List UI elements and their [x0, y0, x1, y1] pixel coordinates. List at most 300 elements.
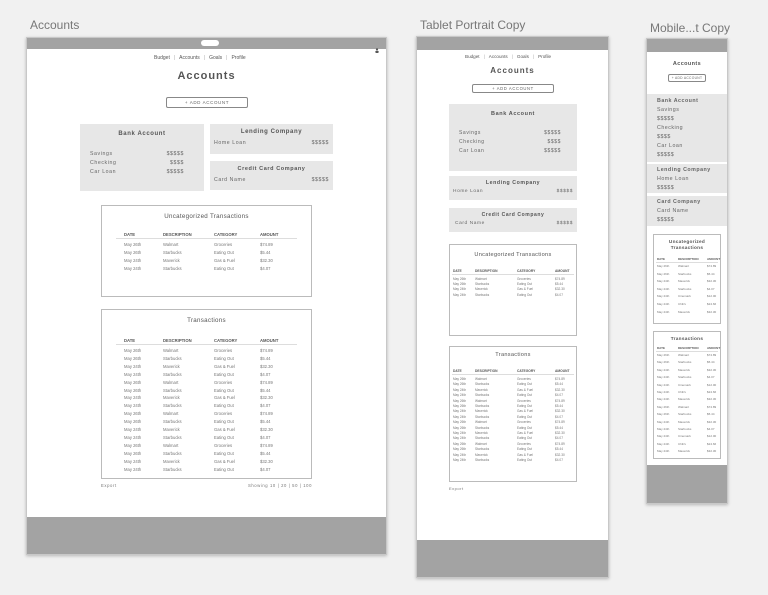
bank-row-label: Savings	[657, 107, 680, 113]
table-cell: May 24th	[124, 434, 142, 440]
table-row[interactable]	[102, 451, 311, 459]
table-row[interactable]	[102, 242, 311, 250]
table-cell: Walmart	[678, 404, 690, 409]
table-row[interactable]	[654, 264, 720, 272]
table-cell: $5.44	[555, 425, 563, 430]
table-row[interactable]	[102, 419, 311, 427]
table-cell: Groceries	[517, 420, 531, 425]
table-cell: Starbucks	[475, 447, 490, 452]
table-cell: $74.89	[707, 404, 717, 409]
table-cell: May 24th	[124, 466, 142, 472]
table-row[interactable]	[102, 356, 311, 364]
table-cell: Cinemark	[678, 434, 691, 439]
table-cell: May 26th	[453, 420, 467, 425]
table-cell: $4.07	[707, 375, 715, 380]
table-cell: $32.30	[707, 309, 717, 314]
table-cell: Maverick	[163, 427, 180, 432]
card-title: Bank Account	[118, 131, 166, 137]
transactions-panel	[653, 331, 721, 459]
table-cell: $74.89	[707, 264, 717, 268]
lending-company-card[interactable]	[647, 164, 727, 193]
table-cell: May 24th	[453, 409, 467, 414]
column-header: AMOUNT	[555, 269, 570, 273]
table-cell: Walmart	[475, 441, 487, 446]
table-cell: $74.89	[555, 398, 565, 403]
nav-accounts[interactable]: Accounts	[179, 55, 200, 61]
table-cell: $12.00	[707, 382, 717, 387]
table-row[interactable]	[654, 434, 720, 441]
column-header: CATEGORY	[214, 338, 238, 343]
column-header: CATEGORY	[517, 369, 536, 373]
table-cell: Eating Out	[517, 436, 533, 441]
table-cell: $5.44	[260, 387, 271, 393]
table-row[interactable]	[654, 368, 720, 375]
table-cell: Eating Out	[214, 450, 234, 456]
table-cell: May 24th	[453, 436, 467, 441]
card-title: Lending Company	[657, 167, 711, 173]
tablet-frame	[416, 36, 609, 578]
column-header: DESCRIPTION	[678, 346, 699, 350]
table-cell: May 24th	[657, 434, 670, 439]
card-title: Lending Company	[485, 180, 541, 186]
table-cell: Eating Out	[517, 404, 533, 408]
table-cell: Maverick	[475, 387, 488, 392]
table-row[interactable]	[102, 348, 311, 356]
table-cell: $4.07	[260, 434, 271, 440]
table-cell: May 24th	[657, 390, 670, 394]
column-header: DATE	[657, 346, 665, 350]
bank-row-label: Car Loan	[657, 143, 683, 149]
table-row[interactable]	[654, 449, 720, 456]
table-cell: May 24th	[657, 375, 670, 380]
table-cell: May 26th	[657, 412, 670, 417]
table-cell: Maverick	[475, 431, 488, 435]
table-row[interactable]	[102, 250, 311, 258]
table-cell: Groceries	[517, 277, 531, 281]
table-cell: May 26th	[657, 353, 670, 357]
lending-row: Home Loan $$$$$	[453, 189, 573, 194]
table-cell: May 24th	[657, 441, 670, 446]
table-cell: Maverick	[678, 367, 691, 372]
table-cell: Cinemark	[678, 382, 691, 387]
card-title: Credit Card Company	[237, 166, 306, 172]
table-cell: $32.30	[260, 427, 273, 432]
table-cell: May 24th	[657, 302, 670, 306]
table-cell: May 26th	[124, 379, 142, 385]
table-cell: $4.07	[555, 393, 563, 398]
table-cell: $4.07	[260, 371, 271, 377]
lending-company-card[interactable]	[449, 176, 577, 200]
bank-row-value: $$$$$	[657, 116, 675, 122]
table-cell: $74.89	[555, 277, 565, 281]
column-header: DATE	[124, 338, 136, 343]
bank-account-card[interactable]	[647, 94, 727, 162]
column-header: DESCRIPTION	[475, 369, 498, 373]
table-cell: May 24th	[453, 414, 467, 419]
table-cell: Starbucks	[475, 282, 490, 287]
table-row[interactable]	[654, 420, 720, 427]
table-cell: Starbucks	[163, 434, 182, 440]
table-cell: Eating Out	[517, 292, 533, 297]
notch-pill	[201, 40, 219, 46]
table-row[interactable]	[654, 412, 720, 419]
column-header: CATEGORY	[517, 269, 536, 273]
table-cell: May 24th	[124, 403, 142, 409]
table-cell: Walmart	[678, 264, 690, 268]
artboard-title-tablet: Tablet Portrait Copy	[420, 18, 526, 32]
table-cell: Gas & Fuel	[517, 452, 533, 457]
table-cell: May 24th	[657, 309, 670, 314]
nav-goals[interactable]: Goals	[516, 54, 529, 59]
table-cell: $32.30	[555, 452, 565, 457]
table-cell: May 26th	[124, 242, 142, 247]
table-cell: Eating Out	[214, 355, 234, 361]
transactions-panel	[101, 309, 312, 479]
table-cell: Starbucks	[163, 403, 182, 409]
table-cell: Gas & Fuel	[517, 431, 533, 435]
footer-bar	[417, 540, 608, 577]
bank-row: Savings $$$$$	[459, 130, 561, 136]
lending-value: $$$$$	[657, 185, 675, 191]
table-row[interactable]	[102, 372, 311, 380]
table-row[interactable]	[102, 435, 311, 443]
table-row[interactable]	[102, 411, 311, 419]
table-cell: May 26th	[453, 282, 467, 287]
table-cell: Starbucks	[678, 375, 692, 380]
lending-label: Home Loan	[657, 176, 689, 182]
table-row[interactable]	[102, 258, 311, 266]
artboard-title-desktop: Accounts	[30, 18, 80, 32]
column-header: DESCRIPTION	[475, 269, 498, 273]
table-row[interactable]	[450, 293, 576, 298]
table-cell: $24.66	[707, 390, 717, 394]
table-row[interactable]	[654, 310, 720, 318]
page-title: Accounts	[672, 61, 702, 67]
lending-company-card[interactable]	[210, 124, 333, 154]
table-cell: Gas & Fuel	[214, 363, 235, 369]
column-header: DATE	[453, 369, 462, 373]
column-header: AMOUNT	[707, 346, 721, 350]
table-cell: Eating Out	[214, 403, 234, 409]
table-cell: Starbucks	[678, 271, 692, 276]
table-cell: Groceries	[214, 379, 233, 385]
card-title: Card Company	[657, 199, 701, 205]
table-row[interactable]	[102, 459, 311, 467]
table-cell: $74.89	[260, 379, 273, 385]
table-cell: Gas & Fuel	[517, 409, 533, 414]
table-cell: Starbucks	[475, 425, 490, 430]
table-cell: Starbucks	[163, 371, 182, 377]
nav-profile[interactable]: Profile	[231, 55, 246, 61]
table-cell: $5.44	[707, 271, 715, 276]
table-cell: $32.30	[707, 367, 717, 372]
table-cell: $5.44	[260, 450, 271, 456]
table-cell: $32.30	[555, 287, 565, 292]
table-cell: Walmart	[163, 242, 179, 247]
column-header: DATE	[124, 232, 136, 237]
table-row[interactable]	[450, 458, 576, 463]
bank-account-card[interactable]	[449, 104, 577, 171]
page-size-selector[interactable]: Showing 10 | 20 | 50 | 100	[247, 483, 312, 488]
table-row[interactable]	[654, 353, 720, 360]
table-cell: $4.07	[555, 292, 563, 297]
table-cell: Starbucks	[163, 266, 182, 271]
table-cell: Walmart	[475, 398, 487, 403]
table-cell: $32.30	[555, 431, 565, 435]
credit-label: Card Name	[657, 208, 689, 214]
nav-profile[interactable]: Profile	[538, 54, 552, 59]
table-cell: $32.30	[260, 363, 273, 369]
table-cell: Gas & Fuel	[517, 287, 533, 292]
table-cell: $32.30	[555, 387, 565, 392]
table-cell: Eating Out	[517, 393, 533, 398]
table-cell: Groceries	[214, 411, 233, 417]
table-cell: May 26th	[124, 387, 142, 393]
table-cell: May 24th	[453, 452, 467, 457]
table-cell: Gas & Fuel	[517, 387, 533, 392]
column-header: AMOUNT	[707, 257, 721, 261]
table-cell: $74.89	[555, 441, 565, 446]
table-cell: $5.44	[555, 382, 563, 387]
export-link[interactable]: Export	[449, 486, 464, 491]
table-cell: Eating Out	[214, 434, 234, 440]
table-row[interactable]	[654, 279, 720, 287]
table-cell: May 26th	[453, 277, 467, 281]
table-cell: Starbucks	[678, 427, 692, 431]
table-cell: May 24th	[453, 458, 467, 462]
table-cell: Maverick	[678, 309, 691, 314]
table-cell: Walmart	[163, 379, 179, 385]
table-cell: Eating Out	[214, 466, 234, 472]
table-row[interactable]	[102, 364, 311, 372]
column-header: DESCRIPTION	[163, 232, 192, 237]
nav-budget[interactable]: Budget	[465, 54, 480, 59]
bank-row-label: Checking	[657, 125, 684, 131]
nav-accounts[interactable]: Accounts	[488, 54, 508, 59]
table-cell: May 26th	[657, 360, 670, 365]
top-bar	[417, 37, 608, 50]
table-row[interactable]	[654, 375, 720, 382]
nav-budget[interactable]: Budget	[154, 55, 170, 61]
table-cell: Gas & Fuel	[214, 458, 235, 464]
page-title: Accounts	[490, 66, 535, 75]
table-cell: $4.07	[555, 436, 563, 441]
bank-row: Checking $$$$	[459, 139, 561, 145]
table-cell: Eating Out	[517, 425, 533, 430]
table-cell: Walmart	[163, 411, 179, 417]
table-cell: $4.07	[707, 427, 715, 431]
credit-card-company-card[interactable]	[210, 161, 333, 190]
table-cell: May 24th	[453, 287, 467, 292]
table-cell: May 24th	[453, 431, 467, 435]
table-cell: $74.89	[260, 242, 273, 247]
table-cell: May 26th	[124, 250, 142, 255]
table-cell: May 24th	[124, 371, 142, 377]
table-cell: $4.07	[260, 466, 271, 472]
table-cell: May 24th	[124, 266, 142, 271]
table-row[interactable]	[654, 360, 720, 367]
top-bar	[647, 39, 727, 52]
table-cell: $32.30	[260, 258, 273, 263]
table-row[interactable]	[654, 390, 720, 397]
table-cell: $5.44	[555, 447, 563, 452]
footer-bar	[647, 465, 727, 503]
table-row[interactable]	[654, 442, 720, 449]
table-cell: Groceries	[517, 377, 531, 381]
table-cell: Eating Out	[214, 266, 234, 271]
table-cell: Groceries	[517, 398, 531, 403]
table-cell: Maverick	[163, 363, 180, 369]
uncategorized-transactions-panel	[101, 205, 312, 297]
table-cell: Starbucks	[475, 393, 490, 398]
table-row[interactable]	[102, 427, 311, 435]
panel-title: Transactions	[495, 352, 531, 358]
table-cell: Maverick	[678, 397, 691, 402]
add-account-button[interactable]: + ADD ACCOUNT	[166, 97, 248, 108]
table-cell: $5.44	[707, 412, 715, 417]
page-title: Accounts	[177, 70, 236, 82]
table-row[interactable]	[102, 388, 311, 396]
table-cell: Maverick	[475, 409, 488, 414]
table-cell: $32.30	[707, 397, 717, 402]
panel-title: Uncategorized Transactions	[668, 239, 706, 250]
credit-row: Card Name $$$$$	[214, 177, 329, 183]
table-row[interactable]	[102, 443, 311, 451]
table-cell: May 24th	[453, 292, 467, 297]
user-icon[interactable]	[375, 40, 379, 45]
table-cell: May 24th	[124, 395, 142, 401]
table-cell: Starbucks	[678, 360, 692, 365]
table-row[interactable]	[654, 287, 720, 295]
table-cell: May 24th	[124, 458, 142, 464]
table-row[interactable]	[654, 427, 720, 434]
table-cell: Groceries	[517, 441, 531, 446]
table-cell: May 26th	[453, 441, 467, 446]
table-row[interactable]	[102, 395, 311, 403]
table-cell: Cinemark	[678, 294, 691, 299]
panel-title: Transactions	[187, 317, 226, 324]
table-cell: $74.89	[707, 353, 717, 357]
table-cell: May 26th	[453, 447, 467, 452]
table-cell: May 26th	[657, 271, 670, 276]
credit-card-company-card[interactable]	[647, 196, 727, 226]
table-cell: Starbucks	[163, 355, 182, 361]
add-account-button[interactable]: + ADD ACCOUNT	[668, 74, 706, 82]
table-cell: $4.07	[260, 403, 271, 409]
card-title: Credit Card Company	[481, 212, 545, 218]
table-cell: Groceries	[214, 348, 233, 353]
panel-title: Uncategorized Transactions	[164, 213, 249, 220]
export-link[interactable]: Export	[101, 483, 117, 488]
top-bar	[27, 38, 386, 49]
column-header: AMOUNT	[260, 338, 279, 343]
header-divider	[452, 374, 574, 375]
bank-row-value: $$$$	[657, 134, 671, 140]
table-cell: May 24th	[657, 427, 670, 431]
table-cell: May 26th	[453, 398, 467, 403]
table-cell: Gas & Fuel	[214, 395, 235, 401]
mobile-frame	[646, 38, 728, 504]
column-header: DESCRIPTION	[678, 257, 699, 261]
nav-goals[interactable]: Goals	[209, 55, 223, 61]
table-row[interactable]	[654, 272, 720, 280]
table-row[interactable]	[102, 403, 311, 411]
table-cell: May 24th	[657, 294, 670, 299]
table-cell: $32.30	[707, 279, 717, 284]
table-cell: $4.07	[707, 286, 715, 291]
table-cell: May 26th	[453, 404, 467, 408]
bank-row: Car Loan $$$$$	[459, 148, 561, 154]
table-cell: May 24th	[453, 387, 467, 392]
table-row[interactable]	[102, 467, 311, 475]
card-title: Lending Company	[240, 129, 303, 135]
table-cell: $5.44	[260, 419, 271, 425]
credit-card-company-card[interactable]	[449, 208, 577, 232]
table-cell: May 24th	[124, 363, 142, 369]
table-cell: Maverick	[475, 287, 488, 292]
table-cell: May 26th	[453, 425, 467, 430]
table-row[interactable]	[654, 397, 720, 404]
table-cell: $74.89	[555, 420, 565, 425]
table-cell: May 26th	[124, 419, 142, 425]
table-cell: Starbucks	[678, 286, 692, 291]
table-cell: $74.89	[260, 442, 273, 448]
table-cell: Starbucks	[163, 387, 182, 393]
column-header: DATE	[453, 269, 462, 273]
table-cell: Chili's	[678, 302, 686, 306]
table-row[interactable]	[654, 405, 720, 412]
table-cell: May 24th	[657, 382, 670, 387]
table-row[interactable]	[102, 266, 311, 274]
table-cell: Maverick	[163, 395, 180, 401]
add-account-button[interactable]: + ADD ACCOUNT	[472, 84, 554, 93]
table-cell: Maverick	[678, 419, 691, 424]
table-cell: Starbucks	[475, 458, 490, 462]
panel-title: Transactions	[670, 336, 704, 341]
table-cell: $32.30	[707, 449, 717, 454]
table-cell: Walmart	[163, 348, 179, 353]
bank-account-card[interactable]	[80, 124, 204, 191]
credit-value: $$$$$	[657, 217, 675, 223]
table-row[interactable]	[654, 294, 720, 302]
table-cell: Gas & Fuel	[214, 258, 235, 263]
header-divider	[116, 238, 297, 239]
table-cell: $24.66	[707, 441, 717, 446]
table-cell: May 26th	[453, 382, 467, 387]
table-cell: $5.44	[555, 404, 563, 408]
table-cell: May 24th	[124, 427, 142, 432]
table-cell: May 24th	[657, 419, 670, 424]
table-row[interactable]	[654, 383, 720, 390]
table-cell: Starbucks	[163, 419, 182, 425]
table-row[interactable]	[102, 380, 311, 388]
header-divider	[116, 344, 297, 345]
uncategorized-transactions-panel	[653, 234, 721, 324]
bank-row: Checking $$$$	[90, 160, 184, 166]
table-cell: Eating Out	[517, 458, 533, 462]
table-cell: Maverick	[163, 258, 180, 263]
column-header: DESCRIPTION	[163, 338, 192, 343]
table-cell: May 26th	[453, 377, 467, 381]
bank-row: Car Loan $$$$$	[90, 169, 184, 175]
header-divider	[452, 274, 574, 275]
column-header: AMOUNT	[555, 369, 570, 373]
lending-row: Home Loan $$$$$	[214, 140, 329, 146]
table-row[interactable]	[654, 302, 720, 310]
table-cell: $32.30	[260, 458, 273, 464]
uncategorized-transactions-panel	[449, 244, 577, 336]
card-title: Bank Account	[657, 98, 699, 104]
